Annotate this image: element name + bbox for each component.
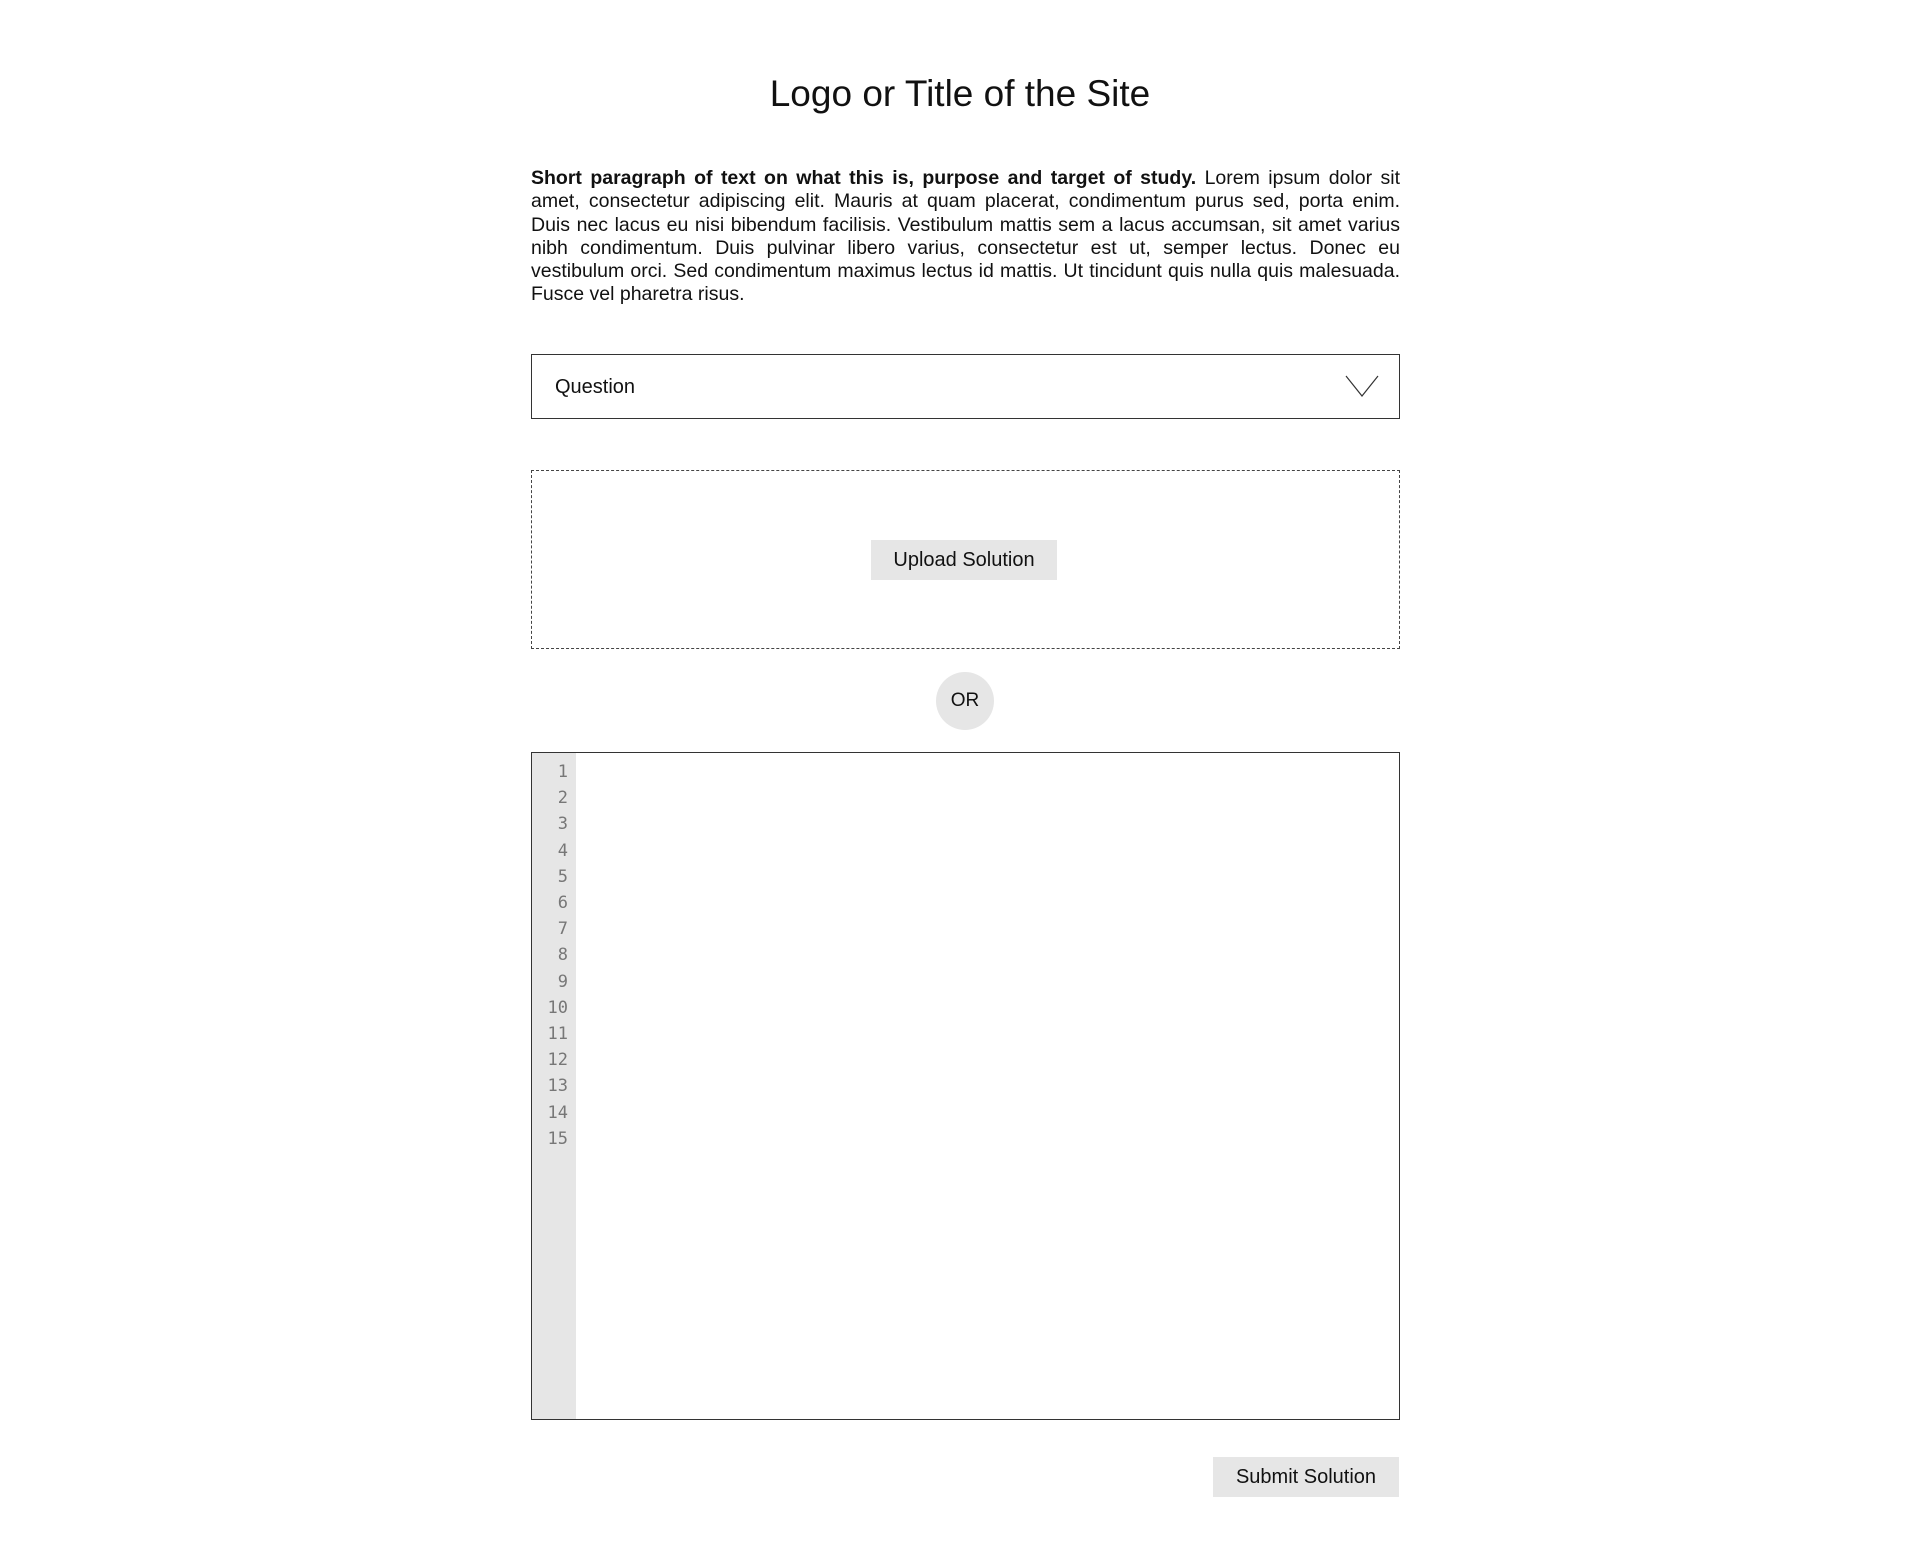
line-number: 6 xyxy=(557,893,568,913)
line-number-gutter xyxy=(532,753,576,1419)
upload-solution-button[interactable]: Upload Solution xyxy=(871,540,1057,580)
line-number: 13 xyxy=(547,1076,568,1097)
line-number: 10 xyxy=(547,997,568,1018)
line-number: 15 xyxy=(547,1128,568,1149)
line-number: 5 xyxy=(557,866,568,887)
line-number: 4 xyxy=(557,840,568,861)
question-dropdown[interactable] xyxy=(531,354,1400,419)
question-dropdown-value: Question xyxy=(555,376,636,398)
code-editor[interactable] xyxy=(531,752,1400,1420)
page-title: Logo or Title of the Site xyxy=(769,73,1151,114)
intro-paragraph xyxy=(531,167,1400,307)
line-number: 9 xyxy=(557,971,568,992)
intro-body: Lorem ipsum dolor sit amet, consectetur adipiscing elit. Mauris at quam placerat, condimentum purus sed, porta enim. Duis nec lacus eu nisi bibendum facilisis. Vestibulum mattis sem a lacus accumsan, sit amet varius nibh condimentum. Duis pulvinar libero varius, consectetur est ut, semper lectus. Donec eu vestibulum orci. Sed condimentum maximus lectus id mattis. Ut tincidunt quis nulla quis malesuada. Fusce vel pharetra risus. xyxy=(531,167,1400,306)
line-number: 8 xyxy=(557,945,568,966)
chevron-down-icon xyxy=(1345,374,1379,398)
line-number: 12 xyxy=(547,1050,568,1071)
intro-lead: Short paragraph of text on what this is, purpose and target of study. xyxy=(531,167,1197,189)
line-number: 11 xyxy=(547,1024,568,1044)
code-input-area[interactable] xyxy=(576,753,1399,1419)
line-number: 14 xyxy=(547,1102,568,1123)
line-number: 2 xyxy=(557,788,568,809)
line-number: 1 xyxy=(557,762,568,782)
submit-solution-button[interactable]: Submit Solution xyxy=(1213,1457,1399,1497)
line-number: 3 xyxy=(557,814,568,835)
line-number: 7 xyxy=(557,919,568,940)
or-divider: OR xyxy=(936,672,994,730)
